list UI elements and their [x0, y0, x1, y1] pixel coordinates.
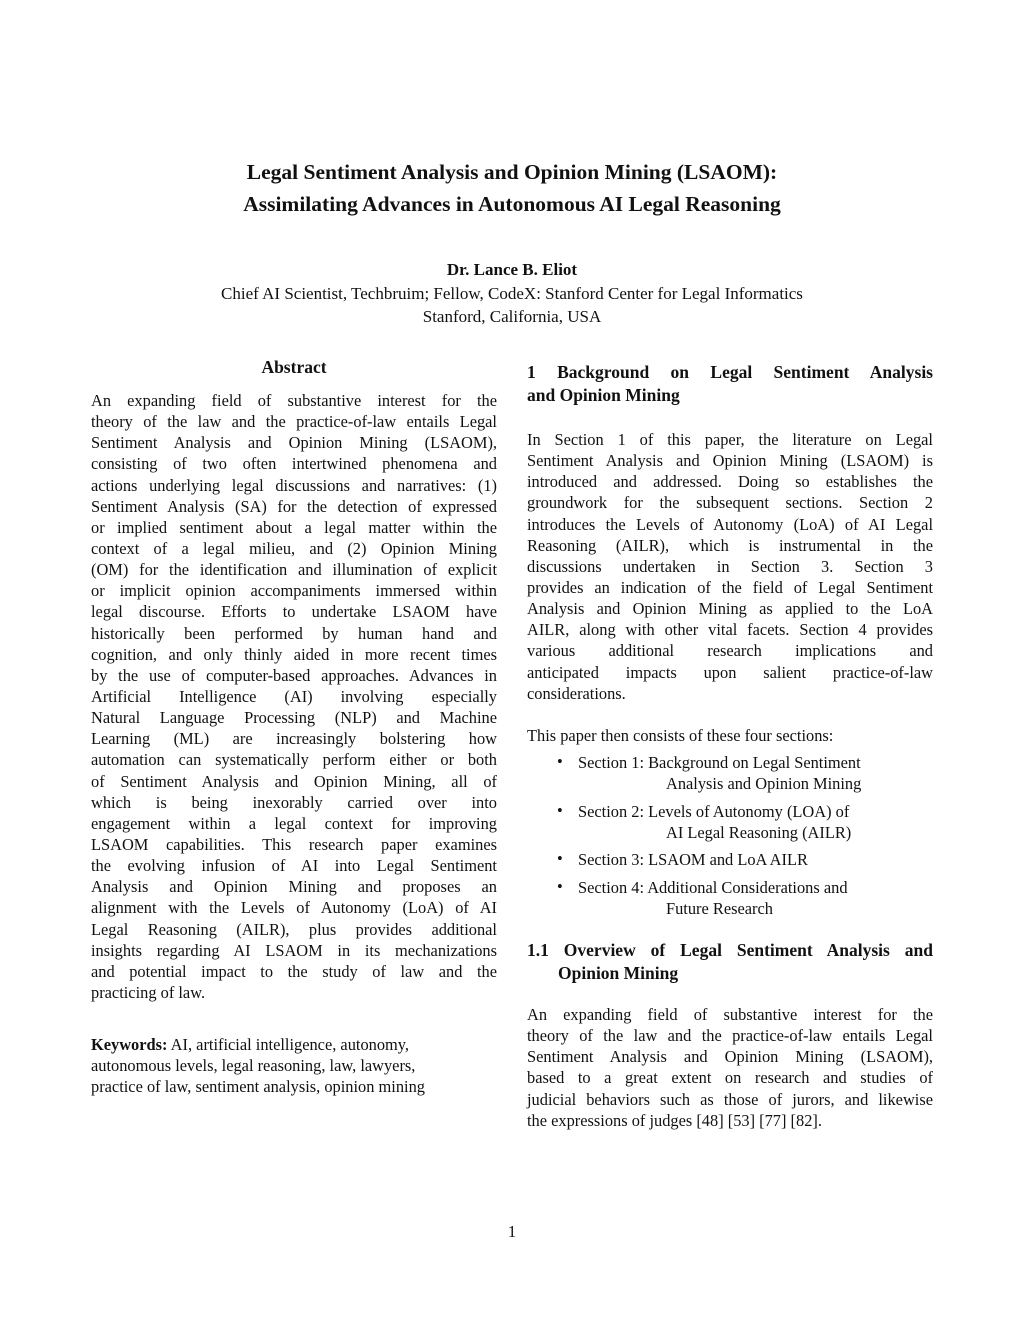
text-line: which is being inexorably carried over into: [91, 792, 497, 812]
text-line: anticipated impacts upon salient practice-of-law: [527, 662, 933, 682]
section-list-item: [527, 849, 984, 870]
list-item-line: Section 3: LSAOM and LoA AILR: [578, 850, 808, 869]
text-line: provides an indication of the field of Legal Sentiment: [527, 577, 933, 597]
author-name: Dr. Lance B. Eliot: [446, 260, 578, 279]
section-list-item: [527, 801, 984, 843]
text-line: AILR, along with other vital facets. Section 4 provides: [527, 620, 933, 640]
text-line: Reasoning (AILR), which is instrumental in the: [527, 535, 933, 555]
text-line: legal discourse. Efforts to undertake LSAOM have: [91, 602, 497, 622]
text-line: Sentiment Analysis and Opinion Mining (LSAOM),: [91, 433, 497, 453]
text-line: Analysis and Opinion Mining and proposes an: [91, 877, 497, 897]
text-line: introduced and addressed. Doing so establishes the: [527, 472, 933, 492]
text-line: automation can systematically perform either or both: [91, 750, 497, 770]
text-line: consisting of two often intertwined phenomena and: [91, 454, 497, 474]
text-line: alignment with the Levels of Autonomy (LoA) of AI: [91, 898, 497, 918]
abstract-body: [91, 390, 497, 1003]
list-item-line: Future Research: [666, 899, 773, 919]
bullet-icon: •: [557, 849, 563, 868]
keywords-line: autonomous levels, legal reasoning, law, lawyers,: [91, 1056, 416, 1076]
list-item-line: Section 4: Additional Considerations and: [578, 878, 848, 897]
section-1-1-heading: [527, 939, 933, 985]
text-line: of Sentiment Analysis and Opinion Mining, all of: [91, 771, 497, 791]
title-line: Legal Sentiment Analysis and Opinion Mining (LSAOM):: [246, 160, 778, 184]
text-line: Analysis and Opinion Mining as applied to the LoA: [527, 599, 933, 619]
text-line: Natural Language Processing (NLP) and Machine: [91, 708, 497, 728]
text-line: cognition, and only thinly aided in more recent times: [91, 644, 497, 664]
keywords-line: practice of law, sentiment analysis, opinion mining: [91, 1077, 425, 1097]
text-line: various additional research implications and: [527, 641, 933, 661]
bullet-icon: •: [557, 801, 563, 820]
text-line: actions underlying legal discussions and narratives: (1): [91, 475, 497, 495]
text-line: practicing of law.: [91, 982, 206, 1002]
section-1-paragraph: [527, 429, 933, 704]
paper-title: [0, 156, 1024, 220]
section-1-1-paragraph: [527, 1004, 933, 1131]
text-line: and potential impact to the study of law and the: [91, 961, 497, 981]
text-line: introduces the Levels of Autonomy (LoA) of AI Legal: [527, 514, 933, 534]
text-line: considerations.: [527, 683, 626, 703]
list-item-line: Section 2: Levels of Autonomy (LOA) of: [578, 802, 850, 821]
list-item-line: Analysis and Opinion Mining: [666, 774, 862, 794]
abstract-heading: Abstract: [261, 357, 327, 377]
text-line: insights regarding AI LSAOM in its mechanizations: [91, 940, 497, 960]
section-1-paragraph-2: [527, 725, 933, 746]
section-1-heading: [527, 361, 933, 407]
text-line: Sentiment Analysis (SA) for the detection of expressed: [91, 496, 497, 516]
author-affiliation: Chief AI Scientist, Techbruim; Fellow, CodeX: Stanford Center for Legal Informatics: [221, 284, 803, 303]
text-line: An expanding field of substantive interest for the: [527, 1005, 933, 1024]
text-line: engagement within a legal context for improving: [91, 813, 497, 833]
text-line: or implied sentiment about a legal matter within the: [91, 517, 497, 537]
text-line: An expanding field of substantive interest for the: [91, 391, 497, 410]
keywords-label: Keywords:: [91, 1035, 168, 1054]
text-line: the expressions of judges [48] [53] [77] [82].: [527, 1110, 822, 1130]
heading-line: Opinion Mining: [558, 963, 679, 983]
text-line: This paper then consists of these four sections:: [527, 726, 834, 745]
page-number: 1: [507, 1222, 517, 1241]
title-line: Assimilating Advances in Autonomous AI Legal Reasoning: [243, 192, 781, 216]
author-location: Stanford, California, USA: [422, 307, 602, 326]
text-line: LSAOM capabilities. This research paper examines: [91, 834, 497, 854]
text-line: Artificial Intelligence (AI) involving especially: [91, 686, 497, 706]
text-line: theory of the law and the practice-of-law entails Legal: [527, 1026, 933, 1046]
text-line: historically been performed by human hand and: [91, 623, 497, 643]
section-list-item: [527, 752, 984, 794]
text-line: In Section 1 of this paper, the literature on Legal: [527, 430, 933, 449]
heading-line: 1 Background on Legal Sentiment Analysis: [527, 362, 933, 382]
keywords-line: [91, 1034, 497, 1055]
keywords-text: AI, artificial intelligence, autonomy,: [167, 1035, 410, 1054]
text-line: Sentiment Analysis and Opinion Mining (LSAOM),: [527, 1047, 933, 1067]
keywords: [91, 1034, 497, 1097]
bullet-icon: •: [557, 752, 563, 771]
text-line: based to a great extent on research and studies of: [527, 1068, 933, 1088]
text-line: (OM) for the identification and illumination of explicit: [91, 560, 497, 580]
text-line: the evolving infusion of AI into Legal Sentiment: [91, 856, 497, 876]
text-line: theory of the law and the practice-of-law entails Legal: [91, 412, 497, 432]
text-line: Learning (ML) are increasingly bolstering how: [91, 729, 497, 749]
text-line: discussions undertaken in Section 3. Section 3: [527, 556, 933, 576]
text-line: Legal Reasoning (AILR), plus provides additional: [91, 919, 497, 939]
text-line: by the use of computer-based approaches. Advances in: [91, 665, 497, 685]
bullet-icon: •: [557, 877, 563, 896]
list-item-line: Section 1: Background on Legal Sentiment: [578, 753, 861, 772]
text-line: Sentiment Analysis and Opinion Mining (LSAOM) is: [527, 451, 933, 471]
heading-line: and Opinion Mining: [527, 385, 680, 405]
section-list-item: [527, 877, 984, 919]
heading-line: 1.1 Overview of Legal Sentiment Analysis and: [527, 940, 933, 960]
text-line: groundwork for the subsequent sections. Section 2: [527, 493, 933, 513]
text-line: judicial behaviors such as those of jurors, and likewise: [527, 1089, 933, 1109]
text-line: or implicit opinion accompaniments immersed within: [91, 581, 497, 601]
list-item-line: AI Legal Reasoning (AILR): [666, 823, 852, 843]
text-line: context of a legal milieu, and (2) Opinion Mining: [91, 538, 497, 558]
